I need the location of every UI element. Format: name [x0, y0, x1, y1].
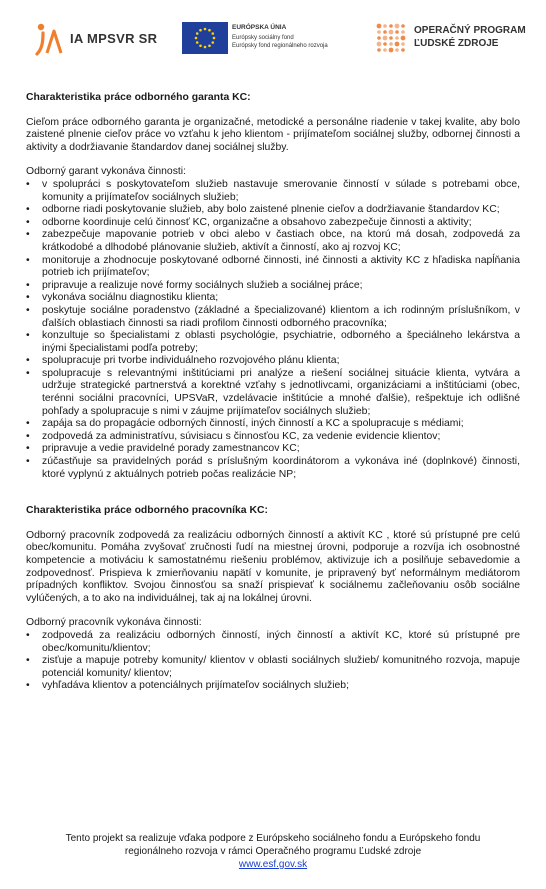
section-garant-intro: Cieľom práce odborného garanta je organizačné, metodické a personálne riadenie v takej kvalite, aby bolo zaistené plnenie cieľov práce vo vzťahu k jeho klientom - prijímateľom sociálnej služby, odbornej činnosti a aktivity a dodržiavanie štandardov danej sociálnej služby.	[26, 116, 520, 153]
op-dot-icon	[395, 30, 399, 34]
list-item: • zapája sa do propagácie odborných činností, iných činností a KC a spolupracuje s médiami;	[26, 418, 520, 431]
section-garant-list-intro: Odborný garant vykonáva činnosti:	[26, 166, 186, 178]
eu-flag-icon	[182, 22, 228, 54]
op-dot-icon	[401, 30, 405, 34]
op-dot-icon	[389, 48, 394, 53]
page-header	[0, 0, 546, 80]
op-dot-icon	[377, 24, 382, 29]
op-dot-icon	[389, 42, 393, 46]
list-item: • zodpovedá za realizáciu odborných činností, iných činností a aktivít KC, ktoré sú prístupné pre obec/komunitu/klientov;	[26, 630, 520, 655]
eu-star-icon	[208, 44, 211, 47]
op-dot-icon	[383, 24, 387, 28]
footer-line-2: regionálneho rozvoja v rámci Operačného programu Ľudské zdroje	[124, 846, 422, 857]
section-pracovnik-list-intro: Odborný pracovník vykonáva činnosti:	[26, 617, 202, 629]
eu-star-icon	[196, 32, 199, 35]
esf-website-link[interactable]: www.esf.gov.sk	[238, 859, 308, 870]
op-dot-icon	[383, 48, 387, 52]
op-dot-icon	[395, 36, 399, 40]
op-dot-icon	[389, 24, 393, 28]
list-item: • odborne riadi poskytovanie služieb, aby bolo zaistené plnenie cieľov a dodržiavanie štandardov KC;	[26, 204, 520, 217]
eu-star-icon	[196, 41, 199, 44]
op-dot-icon	[389, 36, 393, 40]
page-footer	[0, 832, 546, 871]
eu-logo	[182, 22, 352, 56]
eu-star-icon	[195, 37, 198, 40]
list-item: • konzultuje so špecialistami z oblasti psychológie, psychiatrie, odborného a špeciálneho lekárstva a inými špecialistami podľa potreby;	[26, 330, 520, 355]
op-dot-icon	[395, 24, 400, 29]
section-pracovnik-list	[26, 630, 520, 693]
eu-star-icon	[211, 32, 214, 35]
op-dot-icon	[377, 30, 381, 34]
list-item: • zisťuje a mapuje potreby komunity/ klientov v oblasti sociálnych služieb/ komunitného rozvoja, mapuje potenciál komunity/ klientov;	[26, 655, 520, 680]
ia-mpsvr-logo	[34, 22, 184, 56]
ia-logo-text: IA MPSVR SR	[70, 31, 158, 46]
op-ludske-zdroje-logo	[376, 22, 526, 56]
ia-logo-icon	[34, 22, 64, 56]
list-item: • monitoruje a zhodnocuje poskytované odborné činnosti, iné činnosti a aktivity KC z hľadiska napĺňania potrieb ich prijímateľov;	[26, 255, 520, 280]
list-item: • zodpovedá za administratívu, súvisiacu s činnosťou KC, za vedenie evidencie klientov;	[26, 431, 520, 444]
eu-fund-line-1: Európsky sociálny fond	[232, 35, 294, 41]
section-garant-list	[26, 179, 520, 481]
eu-star-icon	[199, 29, 202, 32]
list-item: • odborne koordinuje celú činnosť KC, organizačne a obsahovo zabezpečuje činnosti a aktivity;	[26, 217, 520, 230]
op-dot-icon	[401, 42, 405, 46]
list-item: • poskytuje sociálne poradenstvo (základné a špecializované) klientom a ich rodinným príslušníkom, v ďalších oblastiach činnosti sa riadi profilom činnosti odborného pracovníka;	[26, 305, 520, 330]
op-dot-icon	[389, 30, 394, 35]
eu-star-icon	[211, 41, 214, 44]
eu-star-icon	[213, 37, 216, 40]
list-item: • pripravuje a vedie pravidelné porady zamestnancov KC;	[26, 443, 520, 456]
list-item: • spolupracuje pri tvorbe individuálneho rozvojového plánu klienta;	[26, 355, 520, 368]
list-item: • pripravuje a realizuje nové formy sociálnych služieb a sociálnej práce;	[26, 280, 520, 293]
eu-star-icon	[199, 44, 202, 47]
eu-title: EURÓPSKA ÚNIA	[232, 24, 287, 31]
op-dot-icon	[401, 48, 405, 52]
list-item: • spolupracuje s relevantnými inštitúciami pri analýze a riešení sociálnej situácie klienta, vytvára a udržuje strategické partnerstvá a korektné vzťahy s jednotlivcami, organizáciami a inštitúciami (obec, terénni sociálni pracovníci, UPSVaR, vzdelávacie inštitúcie a mnohé ďalšie), rešpektuje ich odlišné pohľady a spolupracuje s nimi v záujme prijímateľov sociálnych služieb;	[26, 368, 520, 418]
eu-funds	[232, 35, 328, 50]
op-logo-line-2: ĽUDSKÉ ZDROJE	[414, 37, 499, 49]
op-dot-icon	[395, 48, 399, 52]
op-dot-icon	[383, 36, 388, 41]
eu-star-icon	[204, 28, 207, 31]
footer-line-1: Tento projekt sa realizuje vďaka podpore z Európskeho sociálneho fondu a Európskeho fondu	[65, 833, 481, 844]
eu-fund-line-2: Európsky fond regionálneho rozvoja	[232, 42, 328, 49]
op-dot-icon	[377, 36, 381, 40]
op-dot-icon	[401, 36, 406, 41]
op-dot-icon	[377, 42, 382, 47]
list-item: • v spolupráci s poskytovateľom služieb nastavuje smerovanie činností v súlade s potrebami obce, komunity a prijímateľov sociálnych služieb;	[26, 179, 520, 204]
op-dot-icon	[377, 48, 381, 52]
op-dot-icon	[395, 42, 400, 47]
op-logo-text	[414, 25, 526, 50]
eu-star-icon	[204, 46, 207, 49]
eu-star-icon	[208, 29, 211, 32]
list-item: • vykonáva sociálnu diagnostiku klienta;	[26, 292, 520, 305]
list-item: • vyhľadáva klientov a potenciálnych prijímateľov sociálnych služieb;	[26, 680, 520, 693]
section-pracovnik-intro: Odborný pracovník zodpovedá za realizáciu odborných činností a aktivít KC , ktoré sú prístupné pre celú obec/komunitu. Pomáha zvyšovať zručnosti ľudí na miestnej úrovni, podporuje a rozvíja ich osobnostné kompetencie a motiváciu k samostatnému riešeniu problémov, aktivizuje ich a posilňuje sebavedomie a zodpovednosť. Prispieva k zmierňovaniu napätí v komunite, je pripravený byť neformálnym mediátorom prípadných konfliktov. Svojou činnosťou sa snaží prispievať k sociálnemu začleňovaniu osôb sociálne vylúčených, a to ako na individuálnej, tak aj na lokálnej úrovni.	[26, 529, 520, 604]
op-dot-icon	[401, 24, 405, 28]
op-dots-icon	[376, 23, 406, 53]
section-garant-heading: Charakteristika práce odborného garanta KC:	[26, 92, 251, 103]
op-dot-icon	[383, 42, 387, 46]
document-body	[26, 92, 520, 693]
section-pracovnik-heading: Charakteristika práce odborného pracovníka KC:	[26, 505, 268, 517]
list-item: • zabezpečuje mapovanie potrieb v obci alebo v častiach obce, na ktorú má dosah, zodpovedá za krátkodobé a dlhodobé plánovanie služieb, aktivít a činností, ako aj rozvoj KC;	[26, 229, 520, 254]
op-logo-line-1: OPERAČNÝ PROGRAM	[414, 25, 526, 36]
op-dot-icon	[383, 30, 387, 34]
list-item: • zúčastňuje sa pravidelných porád s príslušným koordinátorom a vykonáva iné (doplnkové) činnosti, ktoré vyplynú z aktuálnych potrieb počas realizácie NP;	[26, 456, 520, 481]
